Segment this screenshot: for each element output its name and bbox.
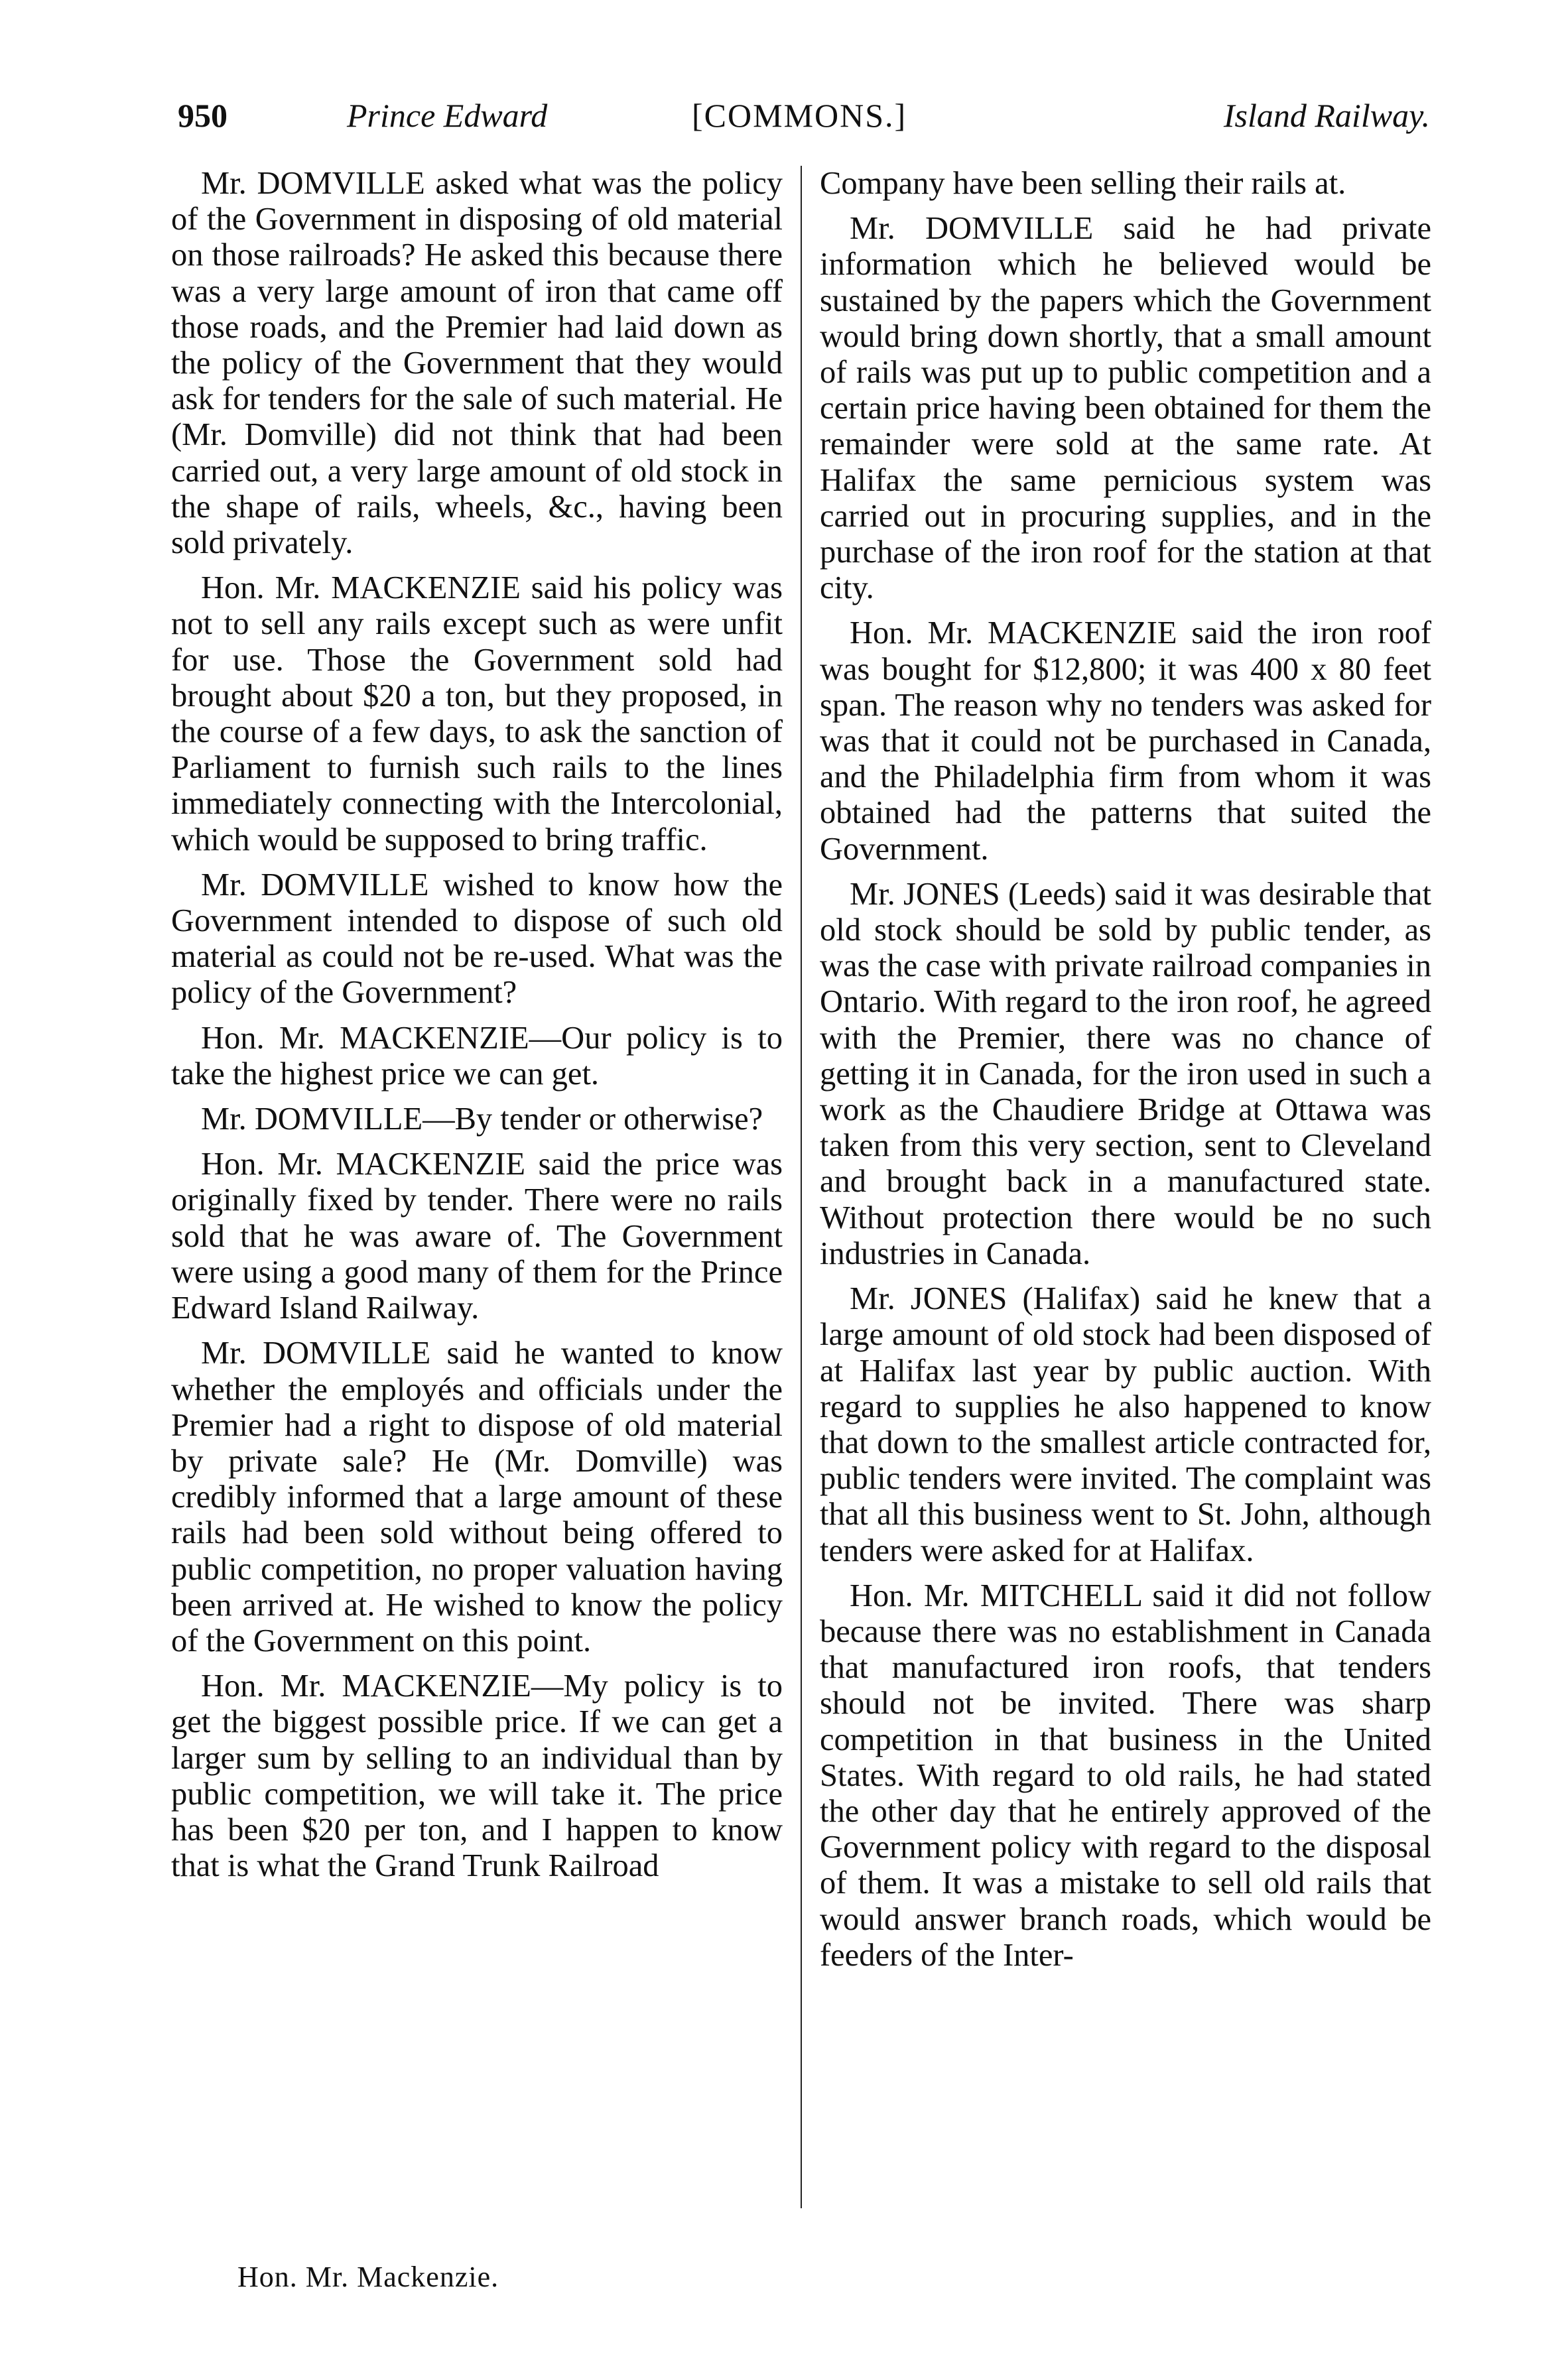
running-head (178, 89, 1430, 142)
column-divider (801, 166, 802, 2208)
speech-paragraph: Mr. DOMVILLE said he had private information which he believed would be sustained by the papers which the Government would bring down shortly, that a small amount of rails was put up to public competition and a certain price having been obtained for them the remainder were sold at the same rate. At Halifax the same pernicious system was carried out in procuring supplies, and in the purchase of the iron roof for the station at that city. (820, 211, 1431, 606)
speech-paragraph: Mr. JONES (Halifax) said he knew that a large amount of old stock had been disposed of at Halifax last year by public auction. With regard to supplies he also happened to know that down to the smallest article contracted for, public tenders were invited. The complaint was that all this business went to St. John, although tenders were asked for at Halifax. (820, 1281, 1431, 1568)
header-center-title: [COMMONS.] (692, 97, 907, 134)
speech-paragraph: Mr. DOMVILLE—By tender or otherwise? (201, 1101, 763, 1137)
speech-paragraph: Hon. Mr. MACKENZIE said the price was originally fixed by tender. There were no rails sold that he was aware of. The Government were using a good many of them for the Prince Edward Island Railway. (171, 1147, 783, 1326)
speech-paragraph: Mr. DOMVILLE asked what was the policy of the Government in disposing of old material on those railroads? He asked this because there was a very large amount of iron that came off those roads, and the Premier had laid down as the policy of the Government that they would ask for tenders for the sale of such material. He (Mr. Domville) did not think that had been carried out, a very large amount of old stock in the shape of rails, wheels, &c., having been sold privately. (171, 166, 783, 561)
left-column (171, 166, 783, 1893)
header-right-title: Island Railway. (1223, 97, 1430, 134)
speech-paragraph: Mr. DOMVILLE said he wanted to know whether the employés and officials under the Premier had a right to dispose of old material by private sale? He (Mr. Domville) was credibly informed that a large amount of these rails had been sold without being offered to public competition, no proper valuation having been arrived at. He wished to know the policy of the Government on this point. (171, 1336, 783, 1659)
right-column (820, 166, 1431, 1983)
page-number: 950 (178, 97, 228, 134)
speech-paragraph: Mr. JONES (Leeds) said it was desirable that old stock should be sold by public tender, as was the case with private railroad companies in Ontario. With regard to the iron roof, he agreed with the Premier, there was no chance of getting it in Canada, for the iron used in such a work as the Chaudiere Bridge at Ottawa was taken from this very section, sent to Cleveland and brought back in a manufactured state. Without protection there would be no such industries in Canada. (820, 876, 1431, 1271)
speech-paragraph-continued: Company have been selling their rails at. (820, 166, 1346, 201)
speech-paragraph: Hon. Mr. MACKENZIE said the iron roof was bought for $12,800; it was 400 x 80 feet span. The reason why no tenders was asked for was that it could not be purchased in Canada, and the Philadelphia firm from whom it was obtained had the patterns that suited the Government. (820, 615, 1431, 867)
speech-paragraph: Hon. Mr. MACKENZIE—My policy is to get the biggest possible price. If we can get a larger sum by selling to an individual than by public competition, we will take it. The price has been $20 per ton, and I happen to know that is what the Grand Trunk Railroad (171, 1668, 783, 1884)
speech-paragraph: Mr. DOMVILLE wished to know how the Government intended to dispose of such old material as could not be re-used. What was the policy of the Government? (171, 867, 783, 1011)
header-left-title: Prince Edward (347, 97, 548, 134)
footer-catchword: Hon. Mr. Mackenzie. (237, 2261, 499, 2293)
speech-paragraph: Hon. Mr. MACKENZIE said his policy was not to sell any rails except such as were unfit for use. Those the Government sold had brought about $20 a ton, but they proposed, in the course of a few days, to ask the sanction of Parliament to furnish such rails to the lines immediately connecting with the Intercolonial, which would be supposed to bring traffic. (171, 570, 783, 857)
speech-paragraph: Hon. Mr. MITCHELL said it did not follow because there was no establishment in Canada that manufactured iron roofs, that tenders should not be invited. There was sharp competition in that business in the United States. With regard to old rails, he had stated the other day that he entirely approved of the Government policy with regard to the disposal of them. It was a mistake to sell old rails that would answer branch roads, which would be feeders of the Inter- (820, 1578, 1431, 1973)
speech-paragraph: Hon. Mr. MACKENZIE—Our policy is to take the highest price we can get. (171, 1020, 783, 1092)
